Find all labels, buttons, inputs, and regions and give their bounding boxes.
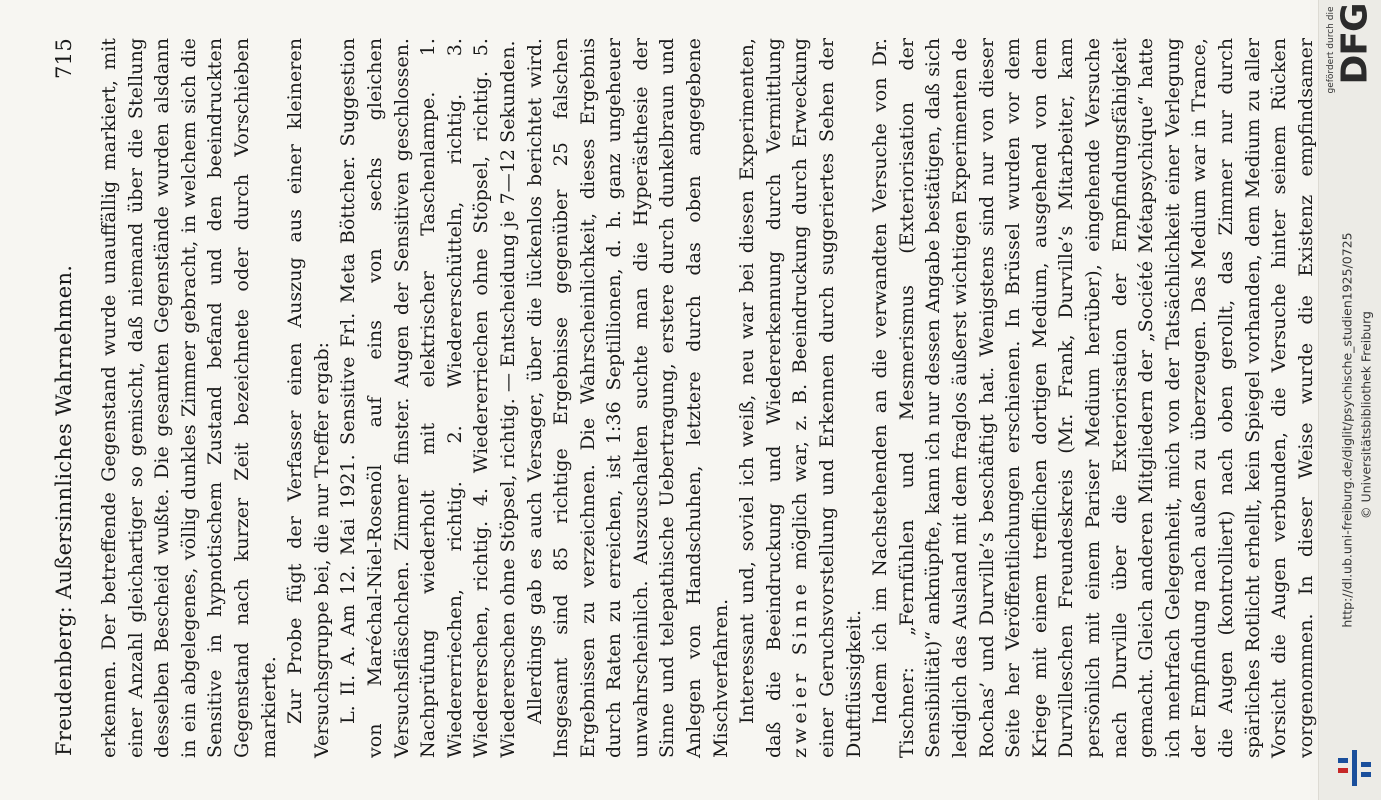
paragraph-5	[734, 38, 867, 758]
paragraph-4: Allerdings gab es auch Versager, über die lückenlos berichtet wird. Insgesamt sind 85 richtige Ergebnisse gegenüber 25 falschen Ergebnissen zu verzeichnen. Die Wahrscheinlichkeit, dieses Ergebnis durch Raten zu erreichen, ist 1:36 Septillionen, d. h. ganz ungeheuer unwahrscheinlich. Auszuschalten suchte man die Hyperästhesie der Sinne und telepathische Uebertragung, erstere durch dunkelbraun und Anlegen von Handschuhen, letztere durch das oben angegebene Mischverfahren.	[522, 38, 732, 758]
paragraph-2: Zur Probe fügt der Verfasser einen Auszug aus einer kleineren Versuchsgruppe bei, die nur Treffer ergab:	[283, 38, 333, 758]
paragraph-5-after: möglich war, z. B. Beeindruckung durch Erweckung einer Geruchsvorstellung und Erkennen durch suggeriertes Sehen der Duftflüssigkeit.	[788, 38, 865, 758]
running-head	[52, 38, 82, 758]
paragraph-5-spaced: zweier Sinne	[788, 580, 812, 758]
paragraph-1: erkennen. Der betreffende Gegenstand wurde unauffällig markiert, mit einer Anzahl gleichartiger so gemischt, daß niemand über die Stellung desselben Bescheid wußte. Die gesamten Gegenstände wurden alsdann in ein abgelegenes, völlig dunkles Zimmer gebracht, in welchem sich die Sensitive in hypnotischem Zustand befand und den beeindruckten Gegenstand nach kurzer Zeit bezeichnete oder durch Vorschieben markierte.	[97, 38, 280, 758]
ub-freiburg-logo-icon	[1334, 748, 1376, 788]
funded-by-text: gefördert durch die	[1326, 6, 1336, 94]
running-title: Freudenberg: Außersinnliches Wahrnehmen.	[52, 264, 76, 756]
page-body	[96, 38, 1346, 758]
dfg-logo-icon: DFG	[1334, 3, 1376, 85]
paragraph-6: Indem ich im Nachstehenden an die verwandten Versuche von Dr. Tischner: „Fernfühlen und Mesmerismus (Exteriorisation der Sensibilität)“ anknüpfte, kann ich nur dessen Angabe bestätigen, daß sich lediglich das Ausland mit dem fraglos äußerst wichtigen Experimenten de Rochas’ und Durville’s beschäftigt hat. Wenigstens sind nur von dieser Seite her Veröffentlichungen erschienen. In Brüssel wurden vor dem Kriege mit einem trefflichen dortigen Medium, ausgehend von dem Durvilleschen Freundeskreis (Mr. Frank, Durville’s Mitarbeiter, kam persönlich mit einem Pariser Medium herüber), eingehende Versuche nach Durville über die Exteriorisation der Empfindungsfähigkeit gemacht. Gleich anderen Mitgliedern der „Société Métapsychique“ hatte ich mehrfach Gelegenheit, mich von der Tatsächlichkeit einer Verlegung der Empfindung nach außen zu überzeugen. Das Medium war in Trance, die Augen (kontrolliert) nach oben gerollt, das Zimmer nur durch spärliches Rotlicht erhellt, kein Spiegel vorhanden, dem Medium zu aller Vorsicht die Augen verbunden, die Versuche hinter seinem Rücken vorgenommen. In dieser Weise wurde die Existenz empfindsamer	[868, 38, 1317, 758]
paragraph-5-before: Interessant und, soviel ich weiß, neu war bei diesen Experimenten, daß die Beeindruckung und Wiedererkennung durch Vermittlung	[735, 38, 785, 758]
paragraph-3: L. II. A. Am 12. Mai 1921. Sensitive Frl. Meta Böttcher. Suggestion von Maréchal-Niel-Rosenöl auf eins von sechs gleichen Versuchsfläschchen. Zimmer finster. Augen der Sensitiven geschlossen. Nachprüfung wiederholt mit elektrischer Taschenlampe. 1. Wiedererriechen, richtig. 2. Wiedererschütteln, richtig. 3. Wiedererschen, richtig. 4. Wiedererriechen ohne Stöpsel, richtig. 5. Wiedererschen ohne Stöpsel, richtig. — Entscheidung je 7—12 Sekunden.	[336, 38, 519, 758]
page-number: 715	[52, 38, 76, 79]
copyright-text: © Universitätsbibliothek Freiburg	[1358, 311, 1374, 519]
source-url[interactable]: http://dl.ub.uni-freiburg.de/diglit/psychische_studien1925/0725	[1339, 232, 1355, 628]
